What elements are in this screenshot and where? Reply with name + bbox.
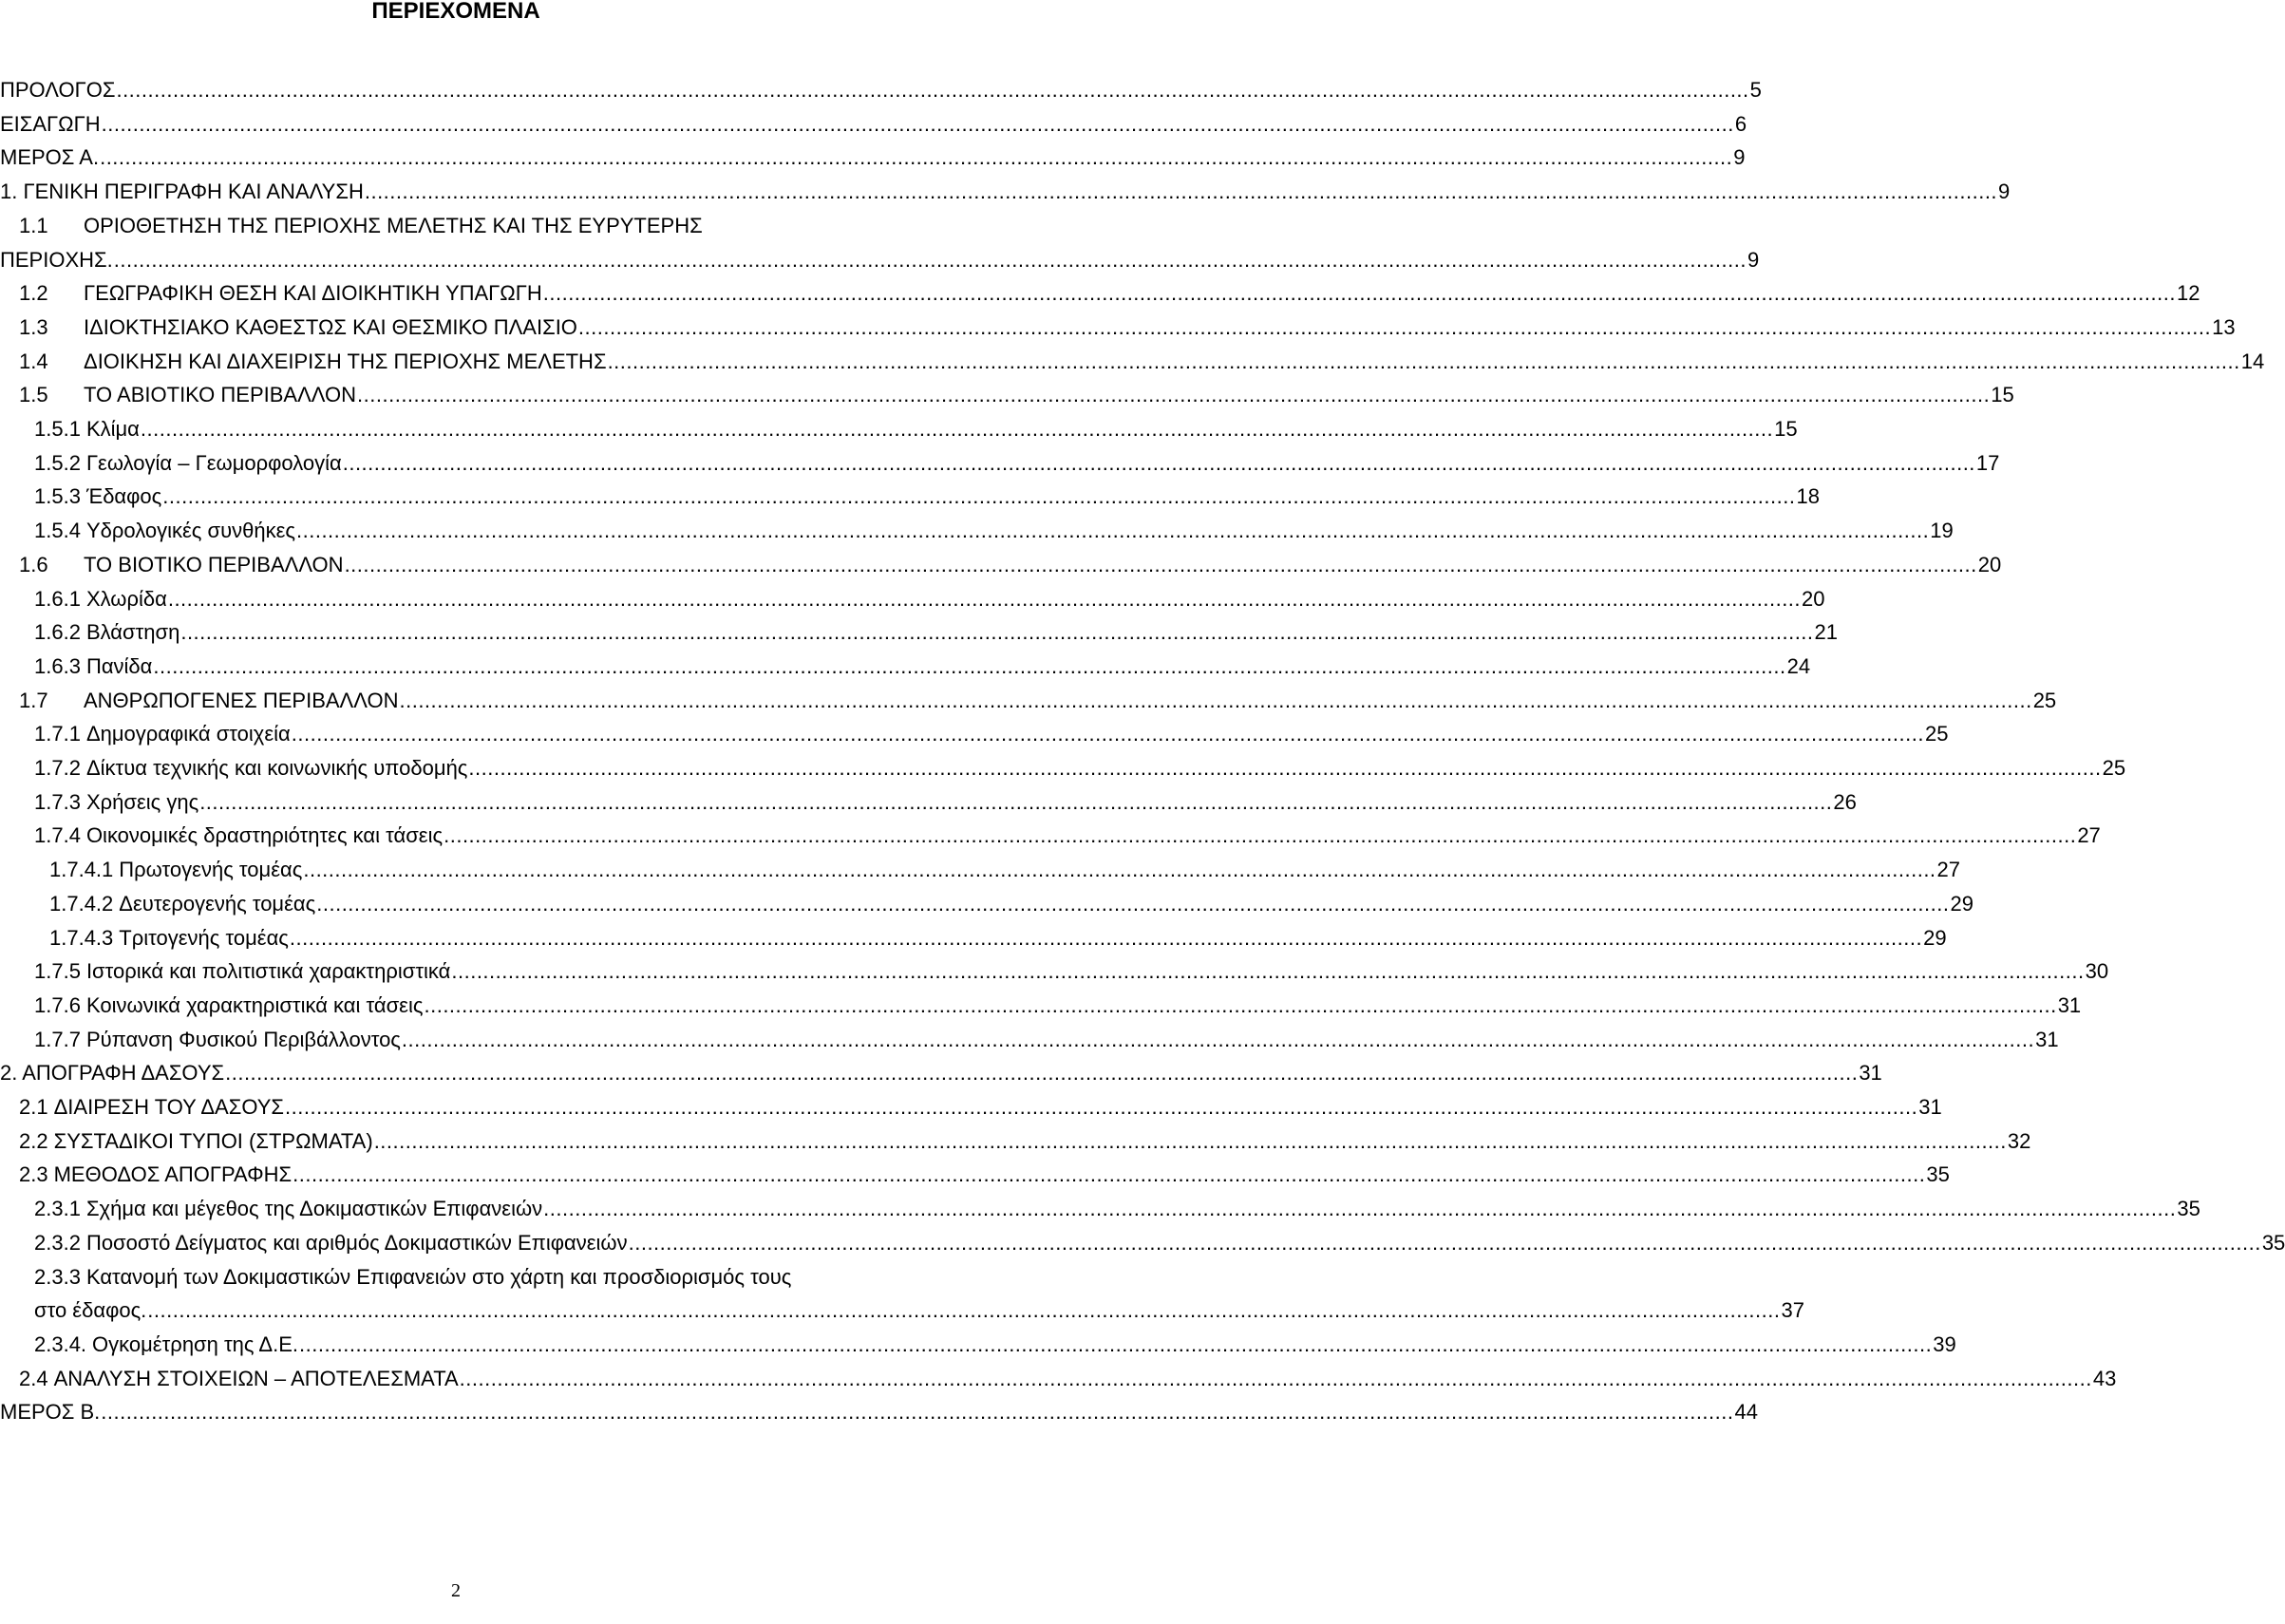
toc-entry-page-number: 12 — [2176, 281, 2200, 306]
toc-entry-title: Κατανομή των Δοκιμαστικών Επιφανειών στο χάρτη και προσδιορισμός τους — [85, 1264, 792, 1289]
toc-entry-title: Κοινωνικά χαρακτηριστικά και τάσεις — [85, 992, 424, 1017]
dot-leader: .................................................................................................................................................................................................................................................................... — [293, 1162, 1926, 1187]
toc-entry[interactable] — [49, 856, 1961, 884]
toc-entry-number: 2.2 — [19, 1128, 48, 1153]
dot-leader: .................................................................................................................................................................................................................................................................... — [344, 552, 1977, 576]
toc-entry-title: ΜΕΘΟΔΟΣ ΑΠΟΓΡΑΦΗΣ — [53, 1162, 293, 1187]
toc-entry[interactable] — [34, 1331, 1956, 1359]
toc-entry-title: ΑΝΘΡΩΠΟΓΕΝΕΣ ΠΕΡΙΒΑΛΛΟΝ — [84, 688, 399, 712]
toc-entry-number: 1.5.3 — [34, 484, 81, 509]
dot-leader: .................................................................................................................................................................................................................................................................... — [101, 111, 1734, 136]
dot-leader: .................................................................................................................................................................................................................................................................... — [180, 620, 1814, 645]
dot-leader: .................................................................................................................................................................................................................................................................... — [167, 586, 1802, 611]
toc-entry-page-number: 15 — [1991, 383, 2014, 407]
toc-entry[interactable] — [34, 652, 1811, 681]
toc-entry-title: Τριτογενής τομέας — [119, 925, 289, 950]
dot-leader: .................................................................................................................................................................................................................................................................... — [468, 756, 2102, 780]
toc-entry-title: ΜΕΡΟΣ Α. — [0, 145, 100, 170]
toc-entry-title: Γεωλογία – Γεωμορφολογία — [85, 450, 342, 475]
dot-leader: .................................................................................................................................................................................................................................................................... — [399, 688, 2032, 712]
dot-leader: .................................................................................................................................................................................................................................................................... — [299, 1331, 1933, 1356]
dot-leader: .................................................................................................................................................................................................................................................................... — [116, 78, 1749, 102]
toc-entry-page-number: 27 — [1936, 858, 1961, 882]
toc-entry-title: Πανίδα — [85, 653, 153, 678]
toc-entry-number: 1.6 — [19, 552, 48, 576]
toc-entry[interactable] — [34, 957, 2109, 986]
toc-entry-page-number: 5 — [1749, 78, 1762, 102]
toc-entry[interactable] — [0, 143, 1746, 172]
toc-entry-title: Σχήμα και μέγεθος της Δοκιμαστικών Επιφανειών — [85, 1197, 543, 1221]
toc-entry-number: 1.6.2 — [34, 620, 81, 645]
toc-entry[interactable] — [0, 246, 1760, 274]
toc-entry-page-number: 30 — [2085, 959, 2109, 984]
dot-leader: .................................................................................................................................................................................................................................................................... — [577, 314, 2212, 339]
toc-entry-title: Ιστορικά και πολιτιστικά χαρακτηριστικά — [85, 959, 451, 984]
toc-entry-page-number: 9 — [1747, 247, 1760, 272]
toc-entry-number: 1.7.5 — [34, 959, 81, 984]
toc-entry[interactable] — [34, 618, 1839, 647]
dot-leader: .................................................................................................................................................................................................................................................................... — [316, 891, 1950, 916]
toc-entry-title: Οικονομικές δραστηριότητες και τάσεις — [85, 823, 444, 848]
dot-leader: .................................................................................................................................................................................................................................................................... — [444, 823, 2077, 848]
toc-entry-number: 1.5 — [19, 383, 48, 407]
toc-entry-page-number: 43 — [2092, 1366, 2117, 1390]
toc-entry-number: 1.7.4 — [34, 823, 81, 848]
dot-leader: .................................................................................................................................................................................................................................................................... — [607, 349, 2240, 373]
toc-entry[interactable] — [34, 788, 1857, 817]
toc-entry-title: ΕΙΣΑΓΩΓΗ — [0, 111, 101, 136]
toc-entry[interactable] — [19, 1161, 1950, 1189]
toc-entry-title: Χλωρίδα — [85, 586, 167, 611]
toc-entry-number: 1.4 — [19, 349, 48, 373]
toc-entry-page-number: 18 — [1796, 484, 1820, 509]
toc-entry[interactable] — [19, 313, 2236, 342]
toc-entry-page-number: 9 — [1998, 179, 2011, 204]
toc-entry[interactable] — [34, 1296, 1804, 1325]
toc-entry[interactable] — [19, 687, 2057, 715]
toc-entry[interactable] — [0, 110, 1747, 139]
toc-entry[interactable] — [34, 517, 1954, 545]
toc-entry-title: ΔΙΟΙΚΗΣΗ ΚΑΙ ΔΙΑΧΕΙΡΙΣΗ ΤΗΣ ΠΕΡΙΟΧΗΣ ΜΕΛΕΤΗΣ — [84, 349, 607, 373]
toc-entry-number: 2.1 — [19, 1095, 48, 1119]
toc-entry-number: 1.7.4.2 — [49, 891, 114, 916]
toc-entry[interactable] — [0, 1398, 1758, 1426]
dot-leader: .................................................................................................................................................................................................................................................................... — [100, 145, 1733, 170]
toc-entry[interactable] — [49, 924, 1947, 953]
dot-leader: .................................................................................................................................................................................................................................................................... — [225, 1061, 1859, 1086]
toc-entry-page-number: 25 — [2032, 688, 2057, 712]
toc-entry-title: ΟΡΙΟΘΕΤΗΣΗ ΤΗΣ ΠΕΡΙΟΧΗΣ ΜΕΛΕΤΗΣ ΚΑΙ ΤΗΣ ΕΥΡΥΤΕΡΗΣ — [84, 213, 703, 237]
toc-entry-title: Δημογραφικά στοιχεία — [85, 722, 291, 746]
toc-entry-number: 1.7.7 — [34, 1027, 81, 1051]
toc-entry-title: ΔΙΑΙΡΕΣΗ ΤΟΥ ΔΑΣΟΥΣ — [53, 1095, 285, 1119]
toc-entry-number: 1.7.4.3 — [49, 925, 114, 950]
toc-entry-page-number: 20 — [1802, 586, 1825, 611]
toc-entry-title: Υδρολογικές συνθήκες — [85, 519, 295, 543]
dot-leader: .................................................................................................................................................................................................................................................................... — [285, 1095, 1918, 1119]
toc-entry-page-number: 13 — [2212, 314, 2236, 339]
toc-entry-title: Δευτερογενής τομέας — [119, 891, 316, 916]
toc-entry-page-number: 37 — [1781, 1298, 1804, 1323]
toc-entry-title: Βλάστηση — [85, 620, 180, 645]
toc-entry-page-number: 26 — [1833, 789, 1857, 814]
toc-entry[interactable] — [34, 449, 2000, 478]
toc-entry-page-number: 20 — [1977, 552, 2002, 576]
toc-entry-number: 2.3 — [19, 1162, 48, 1187]
toc-entry-title: Ρύπανση Φυσικού Περιβάλλοντος — [85, 1027, 401, 1051]
toc-entry-page-number: 39 — [1933, 1331, 1956, 1356]
toc-entry-page-number: 25 — [2102, 756, 2126, 780]
toc-entry-title: ΓΕΩΓΡΑΦΙΚΗ ΘΕΣΗ ΚΑΙ ΔΙΟΙΚΗΤΙΚΗ ΥΠΑΓΩΓΗ — [84, 281, 542, 306]
toc-entry-number: 1.6.1 — [34, 586, 81, 611]
toc-entry-page-number: 24 — [1786, 653, 1811, 678]
toc-entry[interactable] — [19, 279, 2200, 308]
toc-entry[interactable] — [34, 1195, 2200, 1223]
toc-entry[interactable] — [19, 381, 2014, 409]
toc-entry-page-number: 17 — [1975, 450, 2000, 475]
toc-entry-page-number: 31 — [2057, 992, 2082, 1017]
toc-entry-number: 1.7.1 — [34, 722, 81, 746]
toc-entry-page-number: 31 — [2035, 1027, 2059, 1051]
toc-entry-page-number: 27 — [2077, 823, 2101, 848]
toc-entry-number: 1.5.4 — [34, 519, 81, 543]
toc-entry-title: 2. ΑΠΟΓΡΑΦΗ ΔΑΣΟΥΣ — [0, 1061, 225, 1086]
toc-entry-number: 1.7.3 — [34, 789, 81, 814]
dot-leader: .................................................................................................................................................................................................................................................................... — [451, 959, 2085, 984]
toc-entry-page-number: 15 — [1774, 417, 1798, 441]
dot-leader: .................................................................................................................................................................................................................................................................... — [424, 992, 2057, 1017]
toc-entry[interactable] — [34, 415, 1798, 444]
toc-entry-title: Έδαφος — [85, 484, 162, 509]
dot-leader: .................................................................................................................................................................................................................................................................... — [342, 450, 1975, 475]
toc-entry[interactable] — [0, 76, 1762, 104]
toc-entry-page-number: 31 — [1859, 1061, 1882, 1086]
dot-leader: .................................................................................................................................................................................................................................................................... — [373, 1128, 2007, 1153]
toc-entry-title: ΜΕΡΟΣ Β. — [0, 1400, 101, 1425]
dot-leader: .................................................................................................................................................................................................................................................................... — [542, 281, 2176, 306]
dot-leader: .................................................................................................................................................................................................................................................................... — [303, 858, 1936, 882]
dot-leader: .................................................................................................................................................................................................................................................................... — [357, 383, 1991, 407]
dot-leader: .................................................................................................................................................................................................................................................................... — [364, 179, 1998, 204]
toc-entry-page-number: 25 — [1924, 722, 1949, 746]
dot-leader: .................................................................................................................................................................................................................................................................... — [140, 417, 1774, 441]
toc-entry[interactable] — [34, 821, 2101, 850]
toc-entry-number: 2.3.1 — [34, 1197, 81, 1221]
toc-entry-page-number: 21 — [1814, 620, 1839, 645]
toc-entry-page-number: 29 — [1950, 891, 1973, 916]
dot-leader: .................................................................................................................................................................................................................................................................... — [543, 1197, 2177, 1221]
toc-entry[interactable] — [19, 1127, 2031, 1156]
toc-entry-title: ΠΡΟΛΟΓΟΣ — [0, 78, 116, 102]
toc-entry-title: Πρωτογενής τομέας — [119, 858, 303, 882]
toc-entry-number: 1.6.3 — [34, 653, 81, 678]
dot-leader: .................................................................................................................................................................................................................................................................... — [628, 1230, 2261, 1255]
toc-entry-title-continued: στο έδαφος. — [34, 1298, 147, 1323]
toc-entry-page-number: 31 — [1918, 1095, 1942, 1119]
dot-leader: .................................................................................................................................................................................................................................................................... — [162, 484, 1796, 509]
toc-entry[interactable] — [19, 551, 2002, 579]
dot-leader: .................................................................................................................................................................................................................................................................... — [401, 1027, 2035, 1051]
toc-entry-title: ΙΔΙΟΚΤΗΣΙΑΚΟ ΚΑΘΕΣΤΩΣ ΚΑΙ ΘΕΣΜΙΚΟ ΠΛΑΙΣΙΟ — [84, 314, 577, 339]
toc-entry-page-number: 9 — [1733, 145, 1746, 170]
page-number: 2 — [451, 1580, 461, 1601]
toc-entry[interactable] — [34, 482, 1820, 511]
toc-entry-title: Ποσοστό Δείγματος και αριθμός Δοκιμαστικών Επιφανειών — [85, 1230, 628, 1255]
dot-leader: .................................................................................................................................................................................................................................................................... — [459, 1366, 2092, 1390]
toc-entry-number: 2.3.3 — [34, 1264, 81, 1289]
toc-entry-number: 1.7.6 — [34, 992, 81, 1017]
toc-entry-number: 2.3.2 — [34, 1230, 81, 1255]
toc-entry-page-number: 19 — [1930, 519, 1954, 543]
toc-entry[interactable] — [19, 1365, 2117, 1393]
toc-entry-title-continued: ΠΕΡΙΟΧΗΣ. — [0, 247, 113, 272]
toc-entry[interactable] — [19, 1093, 1942, 1122]
toc-entry-title: Κλίμα — [85, 417, 140, 441]
dot-leader: .................................................................................................................................................................................................................................................................... — [296, 519, 1930, 543]
dot-leader: .................................................................................................................................................................................................................................................................... — [113, 247, 1747, 272]
toc-entry[interactable] — [34, 754, 2126, 783]
toc-entry-title: ΤΟ ΑΒΙΟΤΙΚΟ ΠΕΡΙΒΑΛΛΟΝ — [84, 383, 357, 407]
toc-entry[interactable] — [34, 585, 1825, 614]
dot-leader: .................................................................................................................................................................................................................................................................... — [153, 653, 1786, 678]
toc-entry-number: 1.3 — [19, 314, 48, 339]
toc-entry[interactable] — [19, 348, 2265, 376]
toc-entry-title: ΤΟ ΒΙΟΤΙΚΟ ΠΕΡΙΒΑΛΛΟΝ — [84, 552, 344, 576]
dot-leader: .................................................................................................................................................................................................................................................................... — [147, 1298, 1781, 1323]
toc-entry[interactable] — [49, 890, 1973, 918]
toc-entry[interactable] — [0, 1059, 1882, 1087]
dot-leader: .................................................................................................................................................................................................................................................................... — [199, 789, 1833, 814]
page-title: ΠΕΡΙΕΧΟΜΕΝΑ — [371, 0, 540, 24]
toc-entry[interactable] — [34, 720, 1949, 748]
toc-entry-title: Ογκομέτρηση της Δ.Ε. — [92, 1331, 298, 1356]
toc-entry-number: 1.7.2 — [34, 756, 81, 780]
toc-entry-number: 1.5.1 — [34, 417, 81, 441]
toc-entry-number: 1.7.4.1 — [49, 858, 114, 882]
toc-entry-page-number: 32 — [2007, 1128, 2031, 1153]
toc-entry-number: 1.5.2 — [34, 450, 81, 475]
toc-entry-page-number: 35 — [2177, 1197, 2200, 1221]
toc-entry[interactable] — [34, 991, 2082, 1020]
toc-entry-line[interactable] — [19, 212, 703, 240]
toc-entry-title: Χρήσεις γης — [85, 789, 199, 814]
toc-entry-number: 1.1 — [19, 213, 48, 237]
toc-entry-title: Δίκτυα τεχνικής και κοινωνικής υποδομής — [85, 756, 468, 780]
toc-entry-page-number: 14 — [2240, 349, 2265, 373]
toc-entry[interactable] — [0, 178, 2011, 206]
toc-entry-page-number: 44 — [1734, 1400, 1758, 1425]
toc-entry-title: ΣΥΣΤΑΔΙΚΟΙ ΤΥΠΟΙ (ΣΤΡΩΜΑΤΑ) — [53, 1128, 373, 1153]
toc-entry-number: 1.7 — [19, 688, 48, 712]
toc-entry-title: 1. ΓΕΝΙΚΗ ΠΕΡΙΓΡΑΦΗ ΚΑΙ ΑΝΑΛΥΣΗ — [0, 179, 364, 204]
toc-entry-page-number: 29 — [1923, 925, 1947, 950]
toc-entry-number: 2.4 — [19, 1366, 48, 1390]
toc-entry-title: ΑΝΑΛΥΣΗ ΣΤΟΙΧΕΙΩΝ – ΑΠΟΤΕΛΕΣΜΑΤΑ — [53, 1366, 459, 1390]
toc-entry[interactable] — [34, 1026, 2059, 1054]
toc-entry[interactable] — [34, 1229, 2285, 1257]
dot-leader: .................................................................................................................................................................................................................................................................... — [101, 1400, 1734, 1425]
toc-entry-number: 1.2 — [19, 281, 48, 306]
toc-entry-page-number: 35 — [2261, 1230, 2285, 1255]
toc-entry-page-number: 6 — [1734, 111, 1747, 136]
dot-leader: .................................................................................................................................................................................................................................................................... — [289, 925, 1923, 950]
toc-entry-page-number: 35 — [1926, 1162, 1950, 1187]
dot-leader: .................................................................................................................................................................................................................................................................... — [291, 722, 1924, 746]
toc-entry-line[interactable] — [34, 1263, 791, 1292]
toc-entry-number: 2.3.4. — [34, 1331, 87, 1356]
